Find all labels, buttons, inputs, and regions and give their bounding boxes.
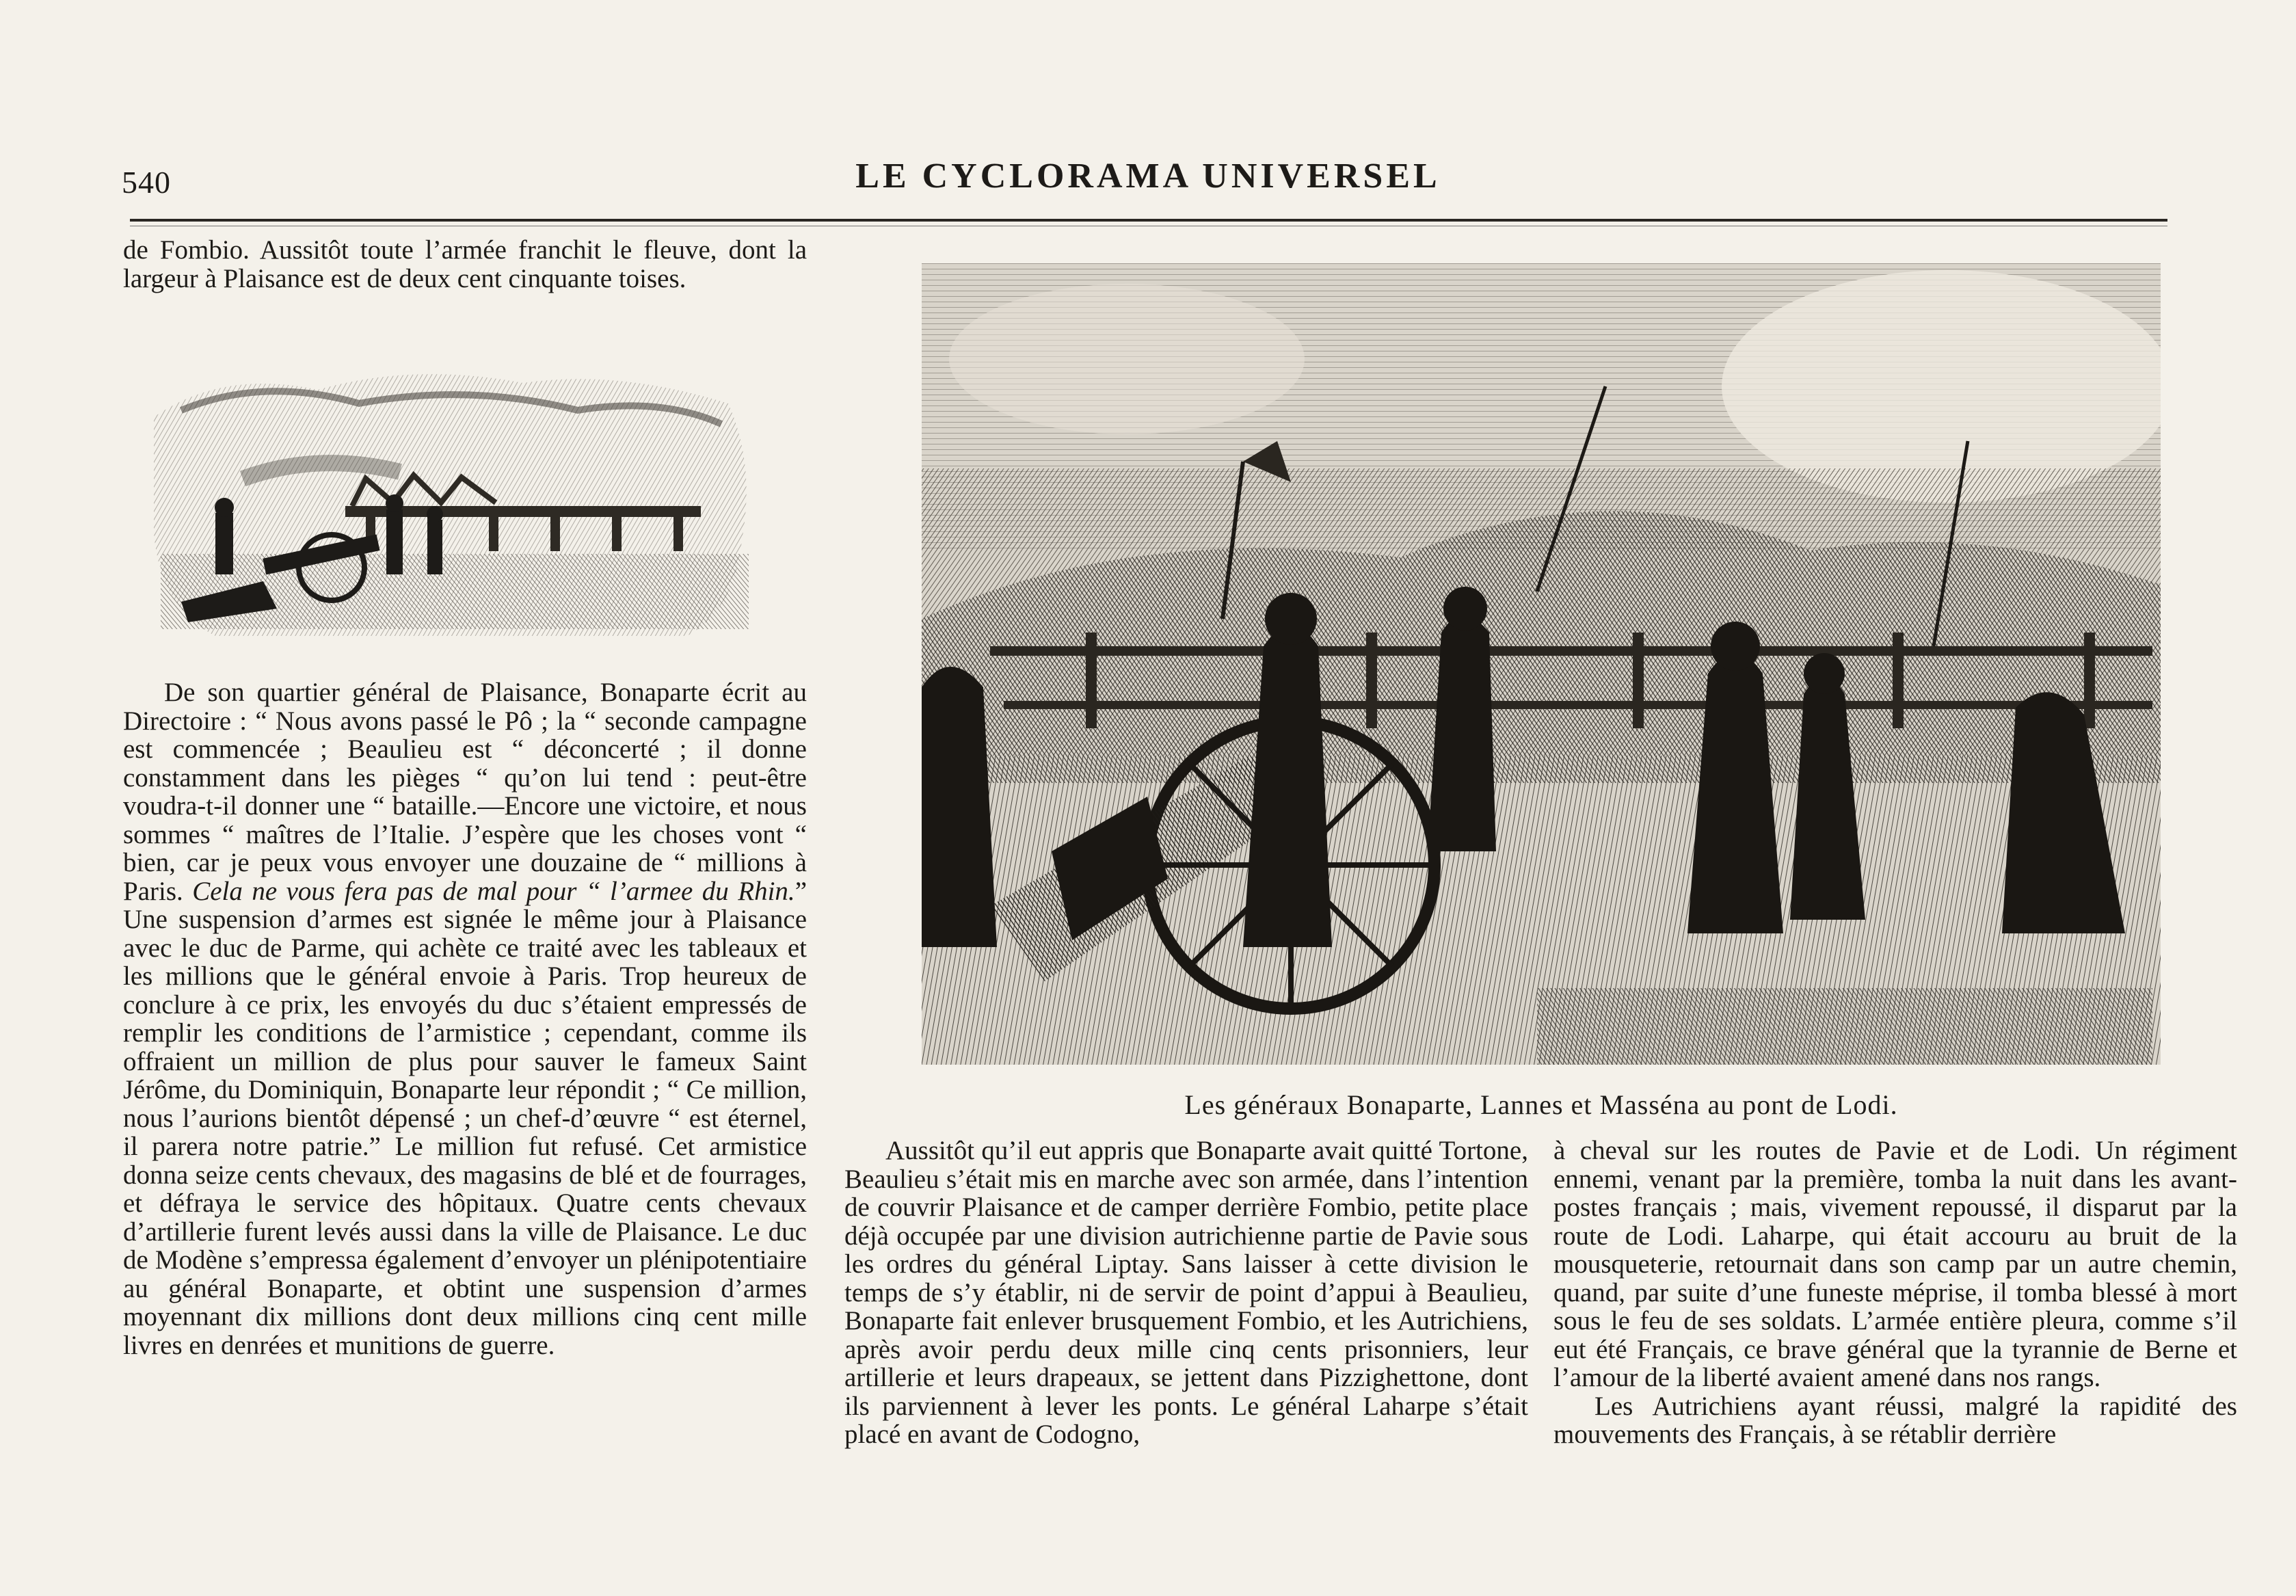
left-paragraph-2-start: De son quartier général de Plaisance, Bonaparte écrit au Directoire : “ Nous avons passé le Pô ; la “ seconde campagne est commencée ; Beaulieu est “ déconcerté ; il donne constamment dans les pièges “ qu’on lui tend : peut-être voudra-t-il donner une “ bataille.—Encore une victoire, et nous sommes “ maîtres de l’Italie. J’espère que les choses vont “ bien, car je peux vous envoyer une douzaine de “ millions à Paris. <box>123 678 807 906</box>
header-rule <box>130 219 2167 222</box>
right-paragraph-1: à cheval sur les routes de Pavie et de Lodi. Un régiment ennemi, venant par la première, tomba la nuit dans les avant-postes français ; mais, vivement repoussé, il disparut par la route de Lodi. Laharpe, qui était accouru au bruit de la mousqueterie, retournait dans son camp par un autre chemin, quand, par suite d’une funeste méprise, il tomba blessé à mort sous le feu de ses soldats. L’armée entière pleura, comme s’il eut été Français, ce brave général que la tyrannie de Berne et l’amour de la liberté avaient amené dans nos rangs. <box>1553 1136 2237 1392</box>
lodi-bridge-engraving <box>922 263 2161 1065</box>
right-paragraph-2: Les Autrichiens ayant réussi, malgré la rapidité des mouvements des Français, à se rétablir derrière <box>1553 1391 2237 1449</box>
left-paragraph-2 <box>123 678 807 1359</box>
left-paragraph-2-end: ” Une suspension d’armes est signée le même jour à Plaisance avec le duc de Parme, qui achète ce traité avec les tableaux et les millions que le général envoie à Paris. Trop heureux de conclure à ce prix, les envoyés du duc s’étaient empressés de remplir les conditions de l’armistice ; cependant, comme ils offraient un million de plus pour sauver le fameux Saint Jérôme, du Dominiquin, Bonaparte leur répondit ; “ Ce million, nous l’aurions bientôt dépensé ; un chef-d’œuvre “ est éternel, il parera notre patrie.” Le million fut refusé. Cet armistice donna seize cents chevaux, des magasins de blé et de fourrages, et défraya le service des hôpitaux. Quatre cents chevaux d’artillerie furent levés aussi dans la ville de Plaisance. Le duc de Modène s’empressa également d’envoyer un plénipotentiaire au général Bonaparte, et obtint une suspension d’armes moyennant dix millions dont deux millions cinq cent mille livres en denrées et munitions de guerre. <box>123 876 807 1360</box>
bridge-artillery-illustration <box>140 362 762 650</box>
page-number: 540 <box>122 165 171 200</box>
left-column-continued <box>123 678 807 1359</box>
running-title: LE CYCLORAMA UNIVERSEL <box>855 157 1441 196</box>
middle-paragraph: Aussitôt qu’il eut appris que Bonaparte avait quitté Tortone, Beaulieu s’était mis en marche avec son armée, dans l’intention de couvrir Plaisance et de camper derrière Fombio, petite place déjà occupée par une division autrichienne partie de Pavie sous les ordres du général Liptay. Sans laisser à cette division le temps de s’y établir, ni de servir de point d’appui à Beaulieu, Bonaparte fait enlever brusquement Fombio, et les Autrichiens, après avoir perdu deux mille cinq cents prisonniers, leur artillerie et leurs drapeaux, se jettent dans Pizzighettone, dont ils parviennent à lever les ponts. Le général Laharpe s’était placé en avant de Codogno, <box>844 1136 1528 1449</box>
middle-column <box>844 1136 1528 1449</box>
left-paragraph-2-italic: Cela ne vous fera pas de mal pour “ l’armee du Rhin. <box>192 876 795 906</box>
left-column <box>123 236 807 293</box>
figure-caption: Les généraux Bonaparte, Lannes et Masséna au pont de Lodi. <box>1184 1089 1898 1120</box>
left-paragraph-1: de Fombio. Aussitôt toute l’armée franchit le fleuve, dont la largeur à Plaisance est de deux cent cinquante toises. <box>123 235 807 293</box>
right-column <box>1553 1136 2237 1449</box>
